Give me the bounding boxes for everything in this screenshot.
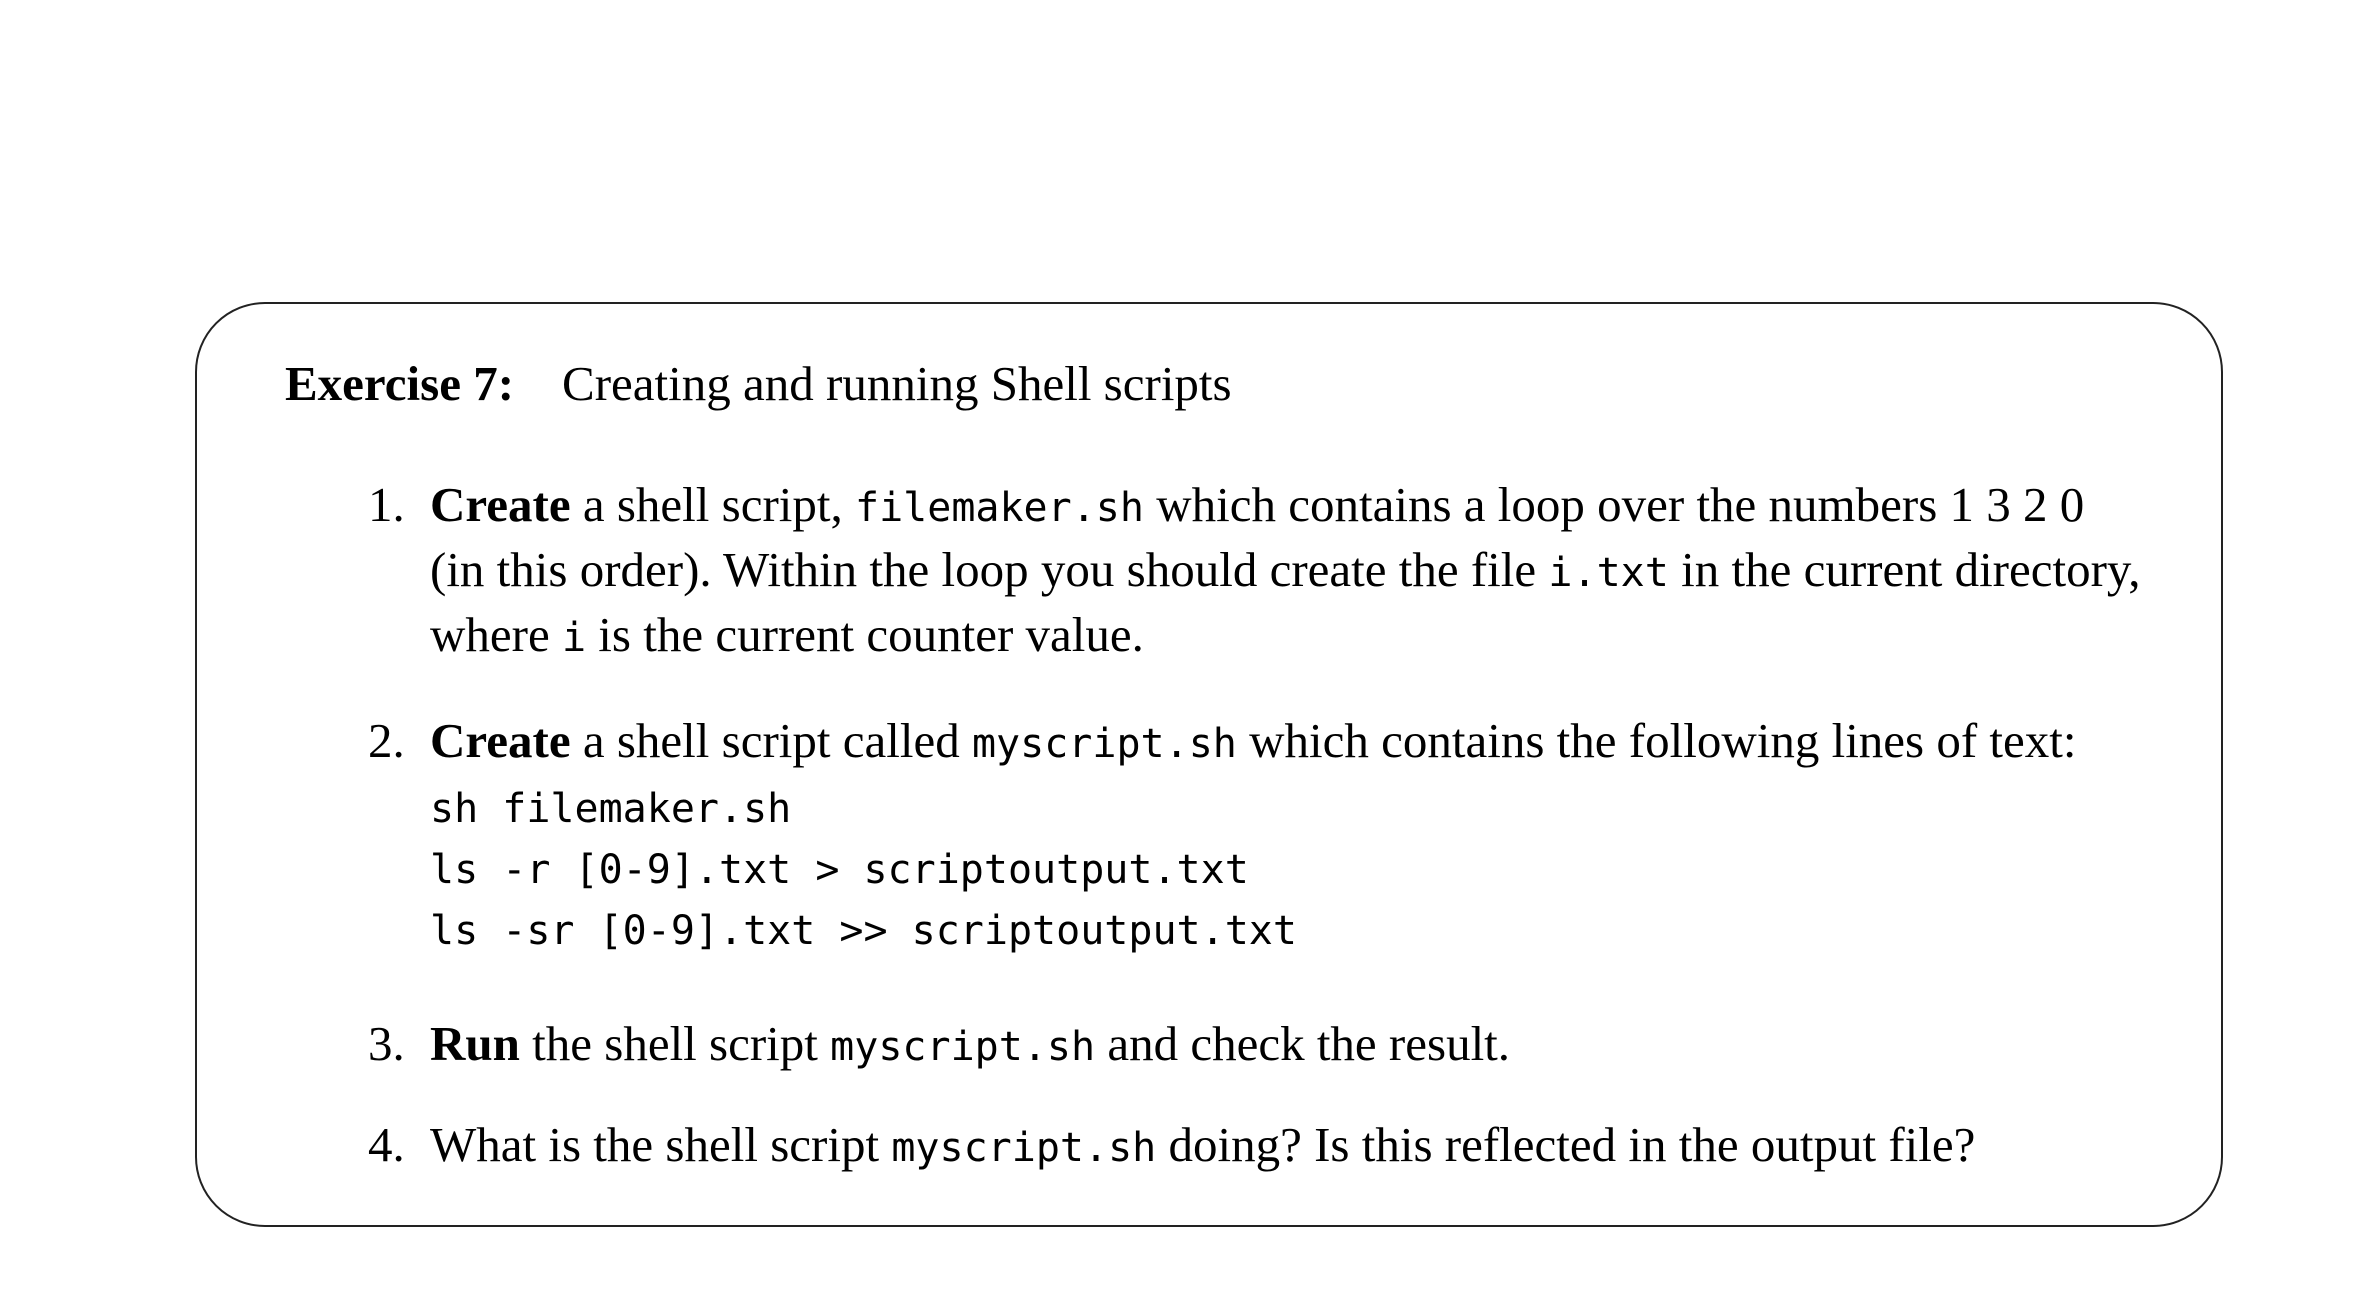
run-keyword: Run (430, 1016, 520, 1071)
filename-code: myscript.sh (830, 1024, 1096, 1070)
item-text: is the current counter value. (586, 607, 1144, 662)
item-text: a shell script called (570, 713, 972, 768)
item-1-line-3 (430, 604, 2185, 669)
code-block (430, 779, 2185, 962)
item-marker: 3. (368, 1016, 405, 1071)
item-marker: 4. (368, 1117, 405, 1172)
item-text: doing? Is this reflected in the output file? (1156, 1117, 1976, 1172)
list-item-4 (368, 1114, 2185, 1179)
exercise-title: Creating and running Shell scripts (562, 356, 1232, 411)
item-text: a shell script, (570, 477, 855, 532)
create-keyword: Create (430, 477, 571, 532)
item-text: which contains the following lines of text: (1236, 713, 2077, 768)
list-item-2 (368, 710, 2185, 962)
code-line: ls -r [0-9].txt > scriptoutput.txt (430, 847, 1249, 893)
item-1-line-2 (430, 539, 2185, 604)
item-text: in the current directory, (1668, 542, 2141, 597)
item-marker: 2. (368, 713, 405, 768)
create-keyword: Create (430, 713, 571, 768)
list-item-3 (368, 1013, 2185, 1078)
exercise-heading (285, 350, 1232, 418)
exercise-number: Exercise 7: (285, 356, 515, 411)
item-text: which contains a loop over the numbers 1 3 2 0 (1143, 477, 2085, 532)
code-line: ls -sr [0-9].txt >> scriptoutput.txt (430, 908, 1297, 954)
code-line: sh filemaker.sh (430, 786, 792, 832)
item-1-line-1 (430, 474, 2185, 539)
item-text: the shell script (519, 1016, 831, 1071)
filename-code: filemaker.sh (854, 485, 1144, 531)
item-text: What is the shell script (430, 1117, 892, 1172)
item-4-line-1 (430, 1114, 2185, 1179)
variable-code: i (561, 615, 587, 661)
item-text: where (430, 607, 562, 662)
item-text: and check the result. (1095, 1016, 1511, 1071)
item-2-line-1 (430, 710, 2185, 775)
item-3-line-1 (430, 1013, 2185, 1078)
filename-code: myscript.sh (971, 721, 1237, 767)
filename-code: myscript.sh (891, 1125, 1157, 1171)
list-item-1 (368, 474, 2185, 669)
filename-code: i.txt (1548, 550, 1669, 596)
item-text: (in this order). Within the loop you should create the file (430, 542, 1549, 597)
item-marker: 1. (368, 477, 405, 532)
